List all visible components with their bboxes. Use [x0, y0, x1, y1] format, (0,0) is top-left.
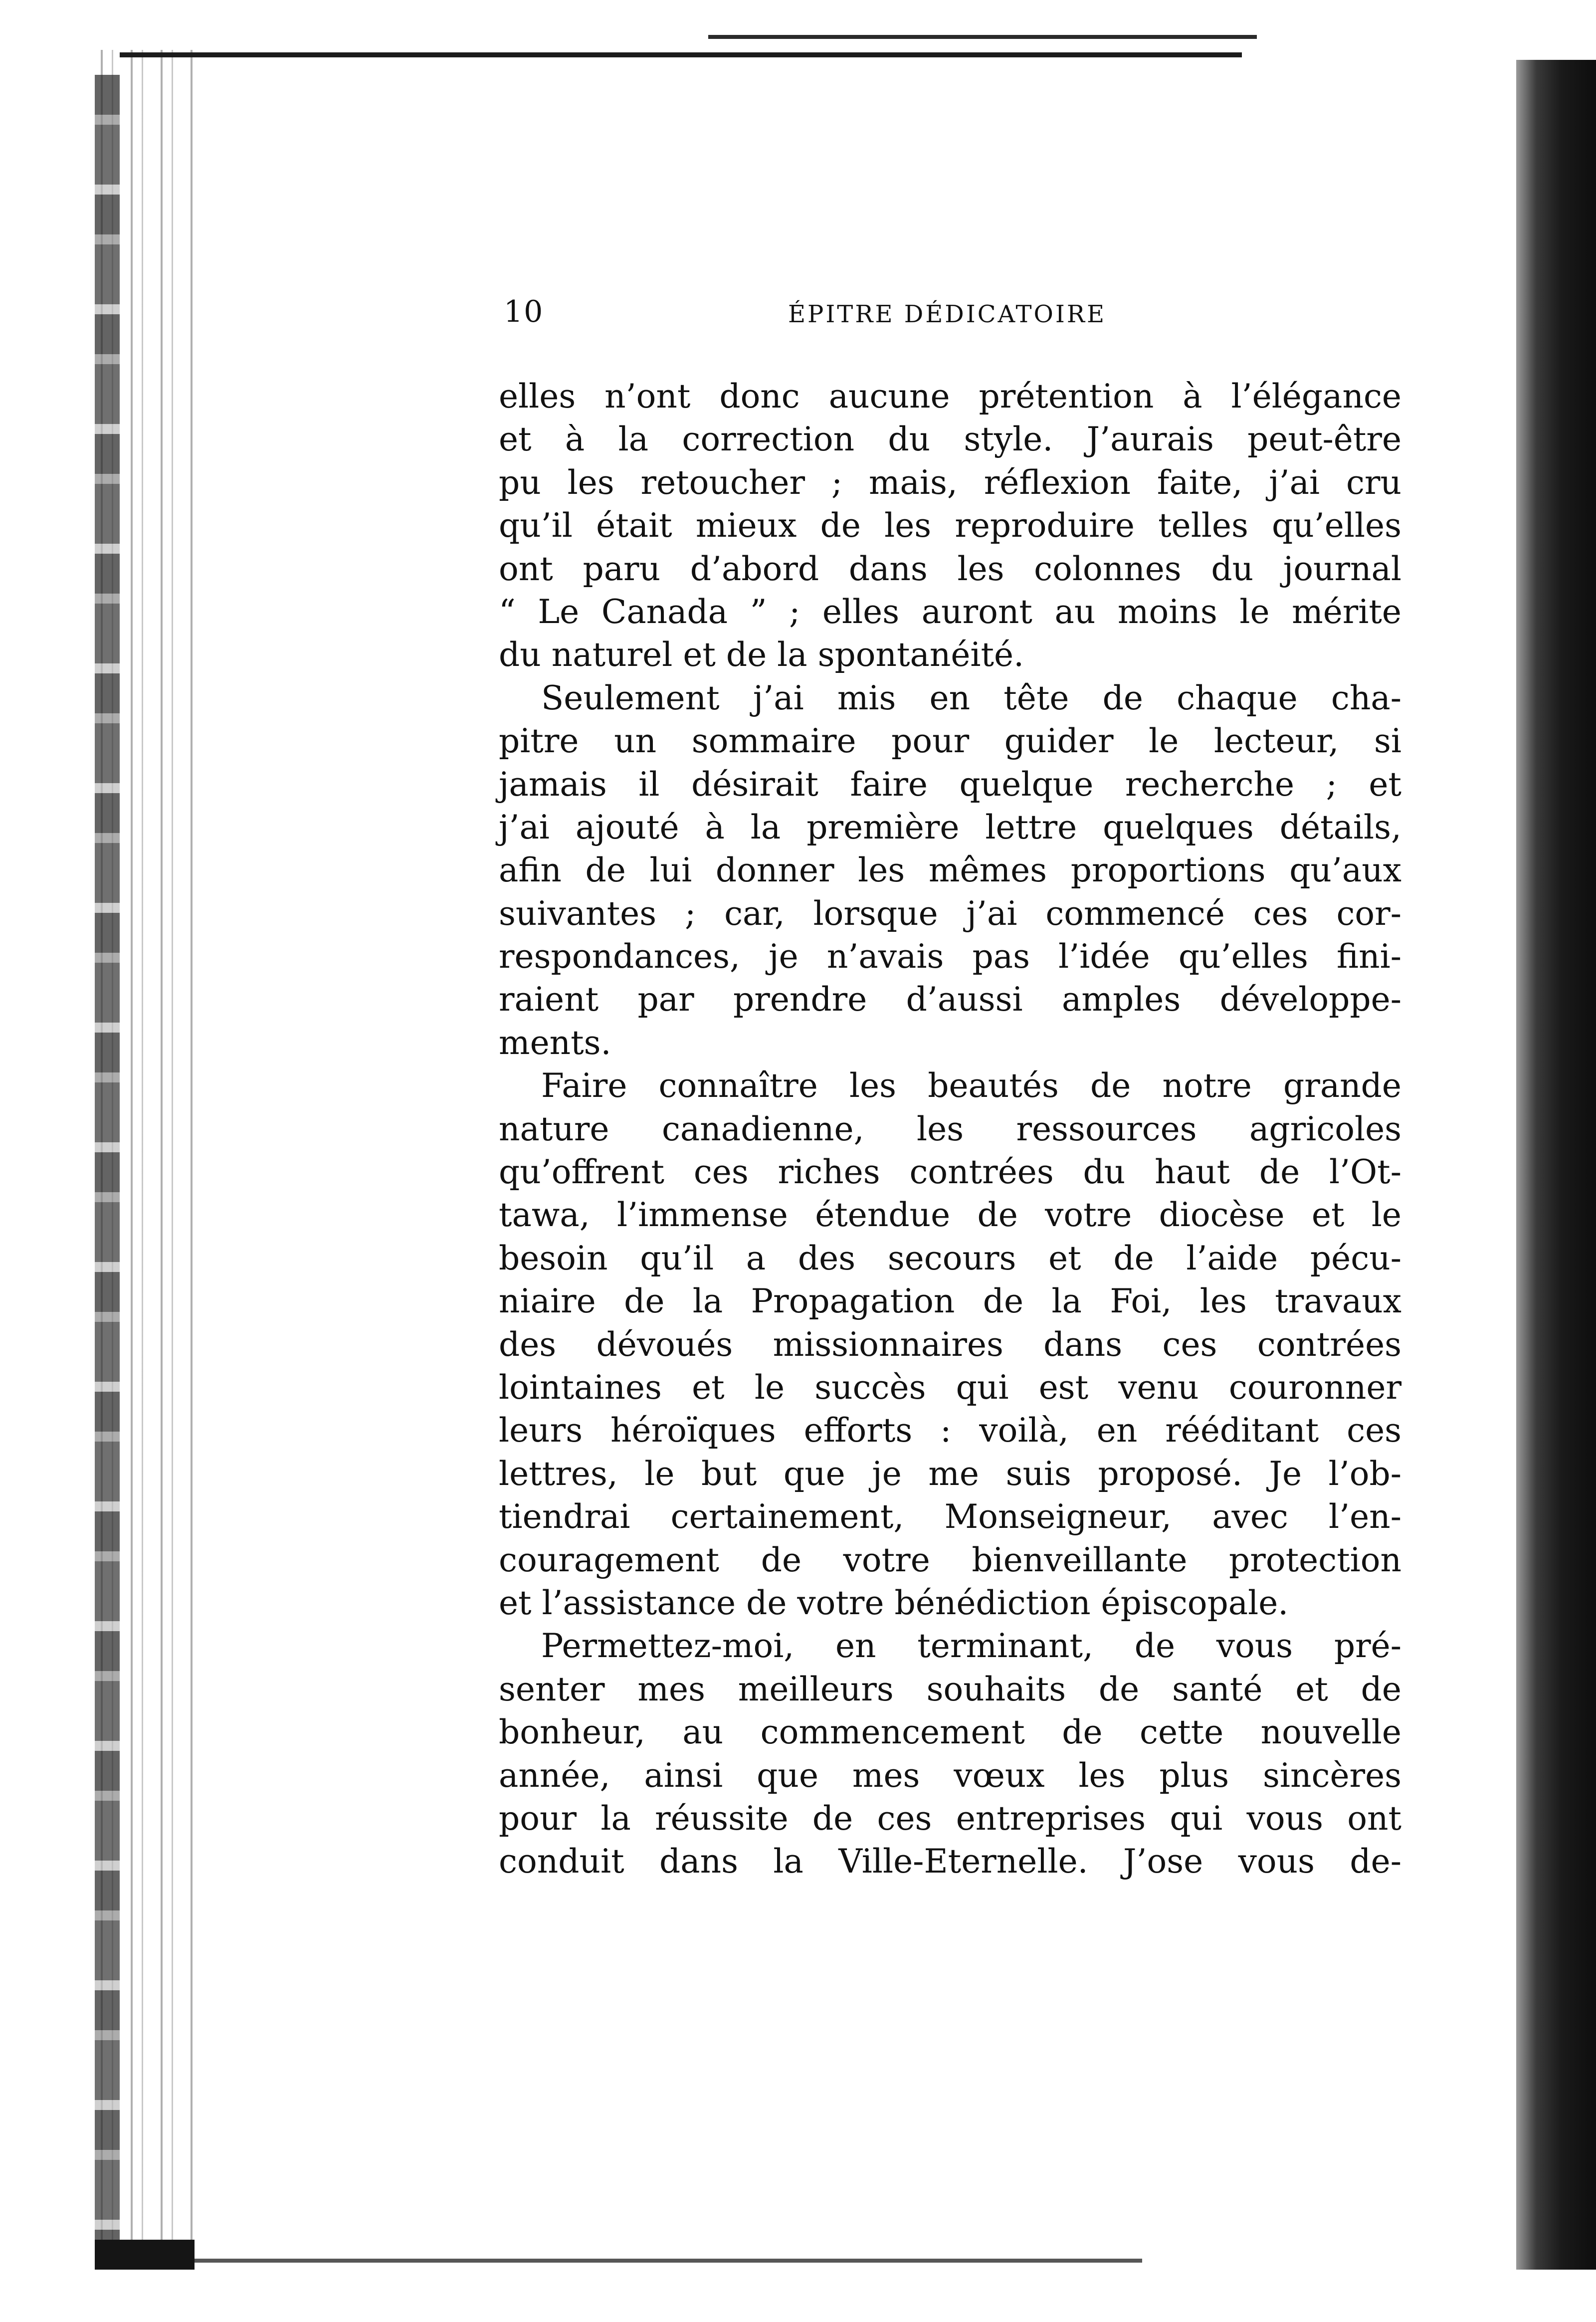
- text-line: lointaines et le succès qui est venu couronner: [499, 1368, 1401, 1407]
- text-line: lettres, le but que je me suis proposé. Je l’ob-: [499, 1454, 1401, 1493]
- body-text: [499, 375, 1401, 1884]
- text-line: besoin qu’il a des secours et de l’aide pécu-: [499, 1239, 1401, 1277]
- text-line: niaire de la Propagation de la Foi, les travaux: [499, 1282, 1401, 1321]
- text-line: jamais il désirait faire quelque recherche ; et: [499, 765, 1401, 804]
- text-line: pitre un sommaire pour guider le lecteur, si: [499, 722, 1401, 761]
- text-line: suivantes ; car, lorsque j’ai commencé ces cor-: [499, 894, 1401, 933]
- text-line: Permettez-moi, en terminant, de vous pré-: [541, 1627, 1401, 1666]
- text-line: j’ai ajouté à la première lettre quelques détails,: [499, 808, 1401, 846]
- text-line: et à la correction du style. J’aurais peut-être: [499, 420, 1401, 459]
- text-line: pour la réussite de ces entreprises qui vous ont: [499, 1799, 1401, 1838]
- text-line: des dévoués missionnaires dans ces contrées: [499, 1325, 1401, 1364]
- text-line: nature canadienne, les ressources agricoles: [499, 1109, 1401, 1148]
- text-line: respondances, je n’avais pas l’idée qu’elles fini-: [499, 937, 1401, 976]
- scan-corner-mark: [95, 2240, 195, 2270]
- running-head: ÉPITRE DÉDICATOIRE: [788, 300, 1106, 328]
- text-line: afin de lui donner les mêmes proportions qu’aux: [499, 851, 1401, 890]
- text-line: ments.: [499, 1023, 611, 1062]
- text-line: conduit dans la Ville-Eternelle. J’ose vous de-: [499, 1842, 1401, 1881]
- text-line: Faire connaître les beautés de notre grande: [541, 1066, 1401, 1105]
- text-line: leurs héroïques efforts : voilà, en rééditant ces: [499, 1411, 1401, 1450]
- scan-right-edge: [1516, 60, 1596, 2270]
- text-line: année, ainsi que mes vœux les plus sincères: [499, 1756, 1401, 1795]
- text-line: du naturel et de la spontanéité.: [499, 635, 1024, 674]
- text-line: couragement de votre bienveillante protection: [499, 1540, 1401, 1579]
- text-line: qu’il était mieux de les reproduire telles qu’elles: [499, 506, 1401, 545]
- text-line: “ Le Canada ” ; elles auront au moins le mérite: [499, 592, 1401, 631]
- text-line: Seulement j’ai mis en tête de chaque cha-: [541, 678, 1401, 717]
- page-number: 10: [504, 294, 544, 329]
- text-line: et l’assistance de votre bénédiction épiscopale.: [499, 1583, 1289, 1622]
- text-line: raient par prendre d’aussi amples développe-: [499, 980, 1401, 1019]
- scan-bottom-edge: [120, 2259, 1142, 2263]
- text-line: pu les retoucher ; mais, réflexion faite, j’ai cru: [499, 463, 1401, 502]
- text-line: tiendrai certainement, Monseigneur, avec l’en-: [499, 1497, 1401, 1536]
- binding-edge: [95, 75, 120, 2260]
- text-line: qu’offrent ces riches contrées du haut de l’Ot-: [499, 1153, 1401, 1192]
- scan-top-edge: [120, 52, 1242, 57]
- text-line: elles n’ont donc aucune prétention à l’élégance: [499, 377, 1401, 416]
- text-line: bonheur, au commencement de cette nouvelle: [499, 1713, 1401, 1752]
- text-line: ont paru d’abord dans les colonnes du journal: [499, 549, 1401, 588]
- text-line: senter mes meilleurs souhaits de santé et de: [499, 1670, 1401, 1708]
- text-line: tawa, l’immense étendue de votre diocèse et le: [499, 1196, 1401, 1235]
- scan-top-mark: [708, 35, 1257, 39]
